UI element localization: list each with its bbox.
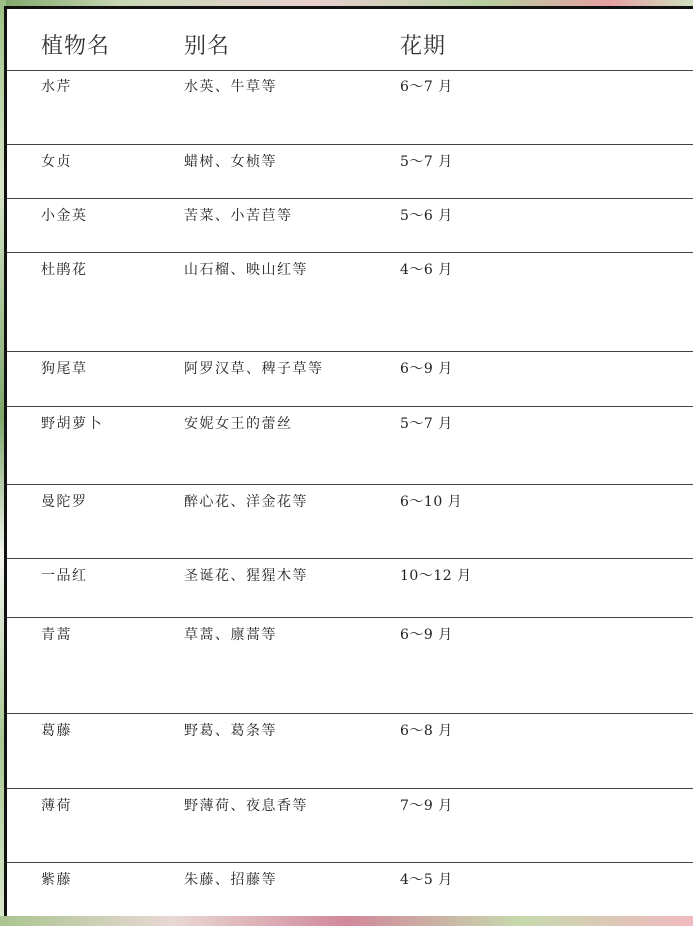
plant-alias: 阿罗汉草、稗子草等 <box>184 361 324 377</box>
plant-alias: 山石榴、映山红等 <box>184 262 308 278</box>
plant-alias: 朱藤、招藤等 <box>184 872 277 888</box>
table-row <box>7 863 693 921</box>
plant-table <box>4 6 693 918</box>
flowering-period: 6～10 月 <box>400 494 463 510</box>
flowering-period: 7～9 月 <box>400 798 453 814</box>
table-row <box>7 253 693 352</box>
flowering-period: 10～12 月 <box>400 568 472 584</box>
flowering-period: 4～5 月 <box>400 872 453 888</box>
table-row <box>7 352 693 407</box>
plant-name: 水芹 <box>41 79 72 95</box>
plant-name: 野胡萝卜 <box>41 416 103 432</box>
table-row <box>7 789 693 863</box>
flowering-period: 6～7 月 <box>400 79 453 95</box>
table-row <box>7 714 693 789</box>
plant-alias: 草蒿、廪蒿等 <box>184 627 277 643</box>
header-alias: 别名 <box>184 34 231 59</box>
plant-alias: 水英、牛草等 <box>184 79 277 95</box>
plant-name: 薄荷 <box>41 798 72 814</box>
plant-name: 一品红 <box>41 568 88 584</box>
plant-alias: 苦菜、小苦苣等 <box>184 208 293 224</box>
table-row <box>7 618 693 714</box>
plant-alias: 野薄荷、夜息香等 <box>184 798 308 814</box>
plant-name: 小金英 <box>41 208 88 224</box>
plant-alias: 醉心花、洋金花等 <box>184 494 308 510</box>
flowering-period: 5～7 月 <box>400 416 453 432</box>
plant-name: 曼陀罗 <box>41 494 88 510</box>
header-flowering-period: 花期 <box>400 34 447 59</box>
table-row <box>7 559 693 618</box>
flowering-period: 6～8 月 <box>400 723 453 739</box>
table-row <box>7 485 693 559</box>
flowering-period: 6～9 月 <box>400 627 453 643</box>
decorative-border-bottom <box>0 916 693 926</box>
flowering-period: 6～9 月 <box>400 361 453 377</box>
plant-name: 紫藤 <box>41 872 72 888</box>
flowering-period: 4～6 月 <box>400 262 453 278</box>
plant-alias: 野葛、葛条等 <box>184 723 277 739</box>
plant-alias: 蜡树、女桢等 <box>184 154 277 170</box>
plant-name: 杜鹃花 <box>41 262 88 278</box>
flowering-period: 5～7 月 <box>400 154 453 170</box>
table-row <box>7 70 693 145</box>
plant-name: 女贞 <box>41 154 72 170</box>
table-row <box>7 145 693 199</box>
plant-alias: 圣诞花、猩猩木等 <box>184 568 308 584</box>
table-header <box>7 9 693 71</box>
plant-name: 狗尾草 <box>41 361 88 377</box>
table-row <box>7 199 693 253</box>
flowering-period: 5～6 月 <box>400 208 453 224</box>
plant-alias: 安妮女王的蕾丝 <box>184 416 293 432</box>
plant-name: 青蒿 <box>41 627 72 643</box>
header-plant-name: 植物名 <box>41 34 111 59</box>
table-row <box>7 407 693 485</box>
plant-name: 葛藤 <box>41 723 72 739</box>
